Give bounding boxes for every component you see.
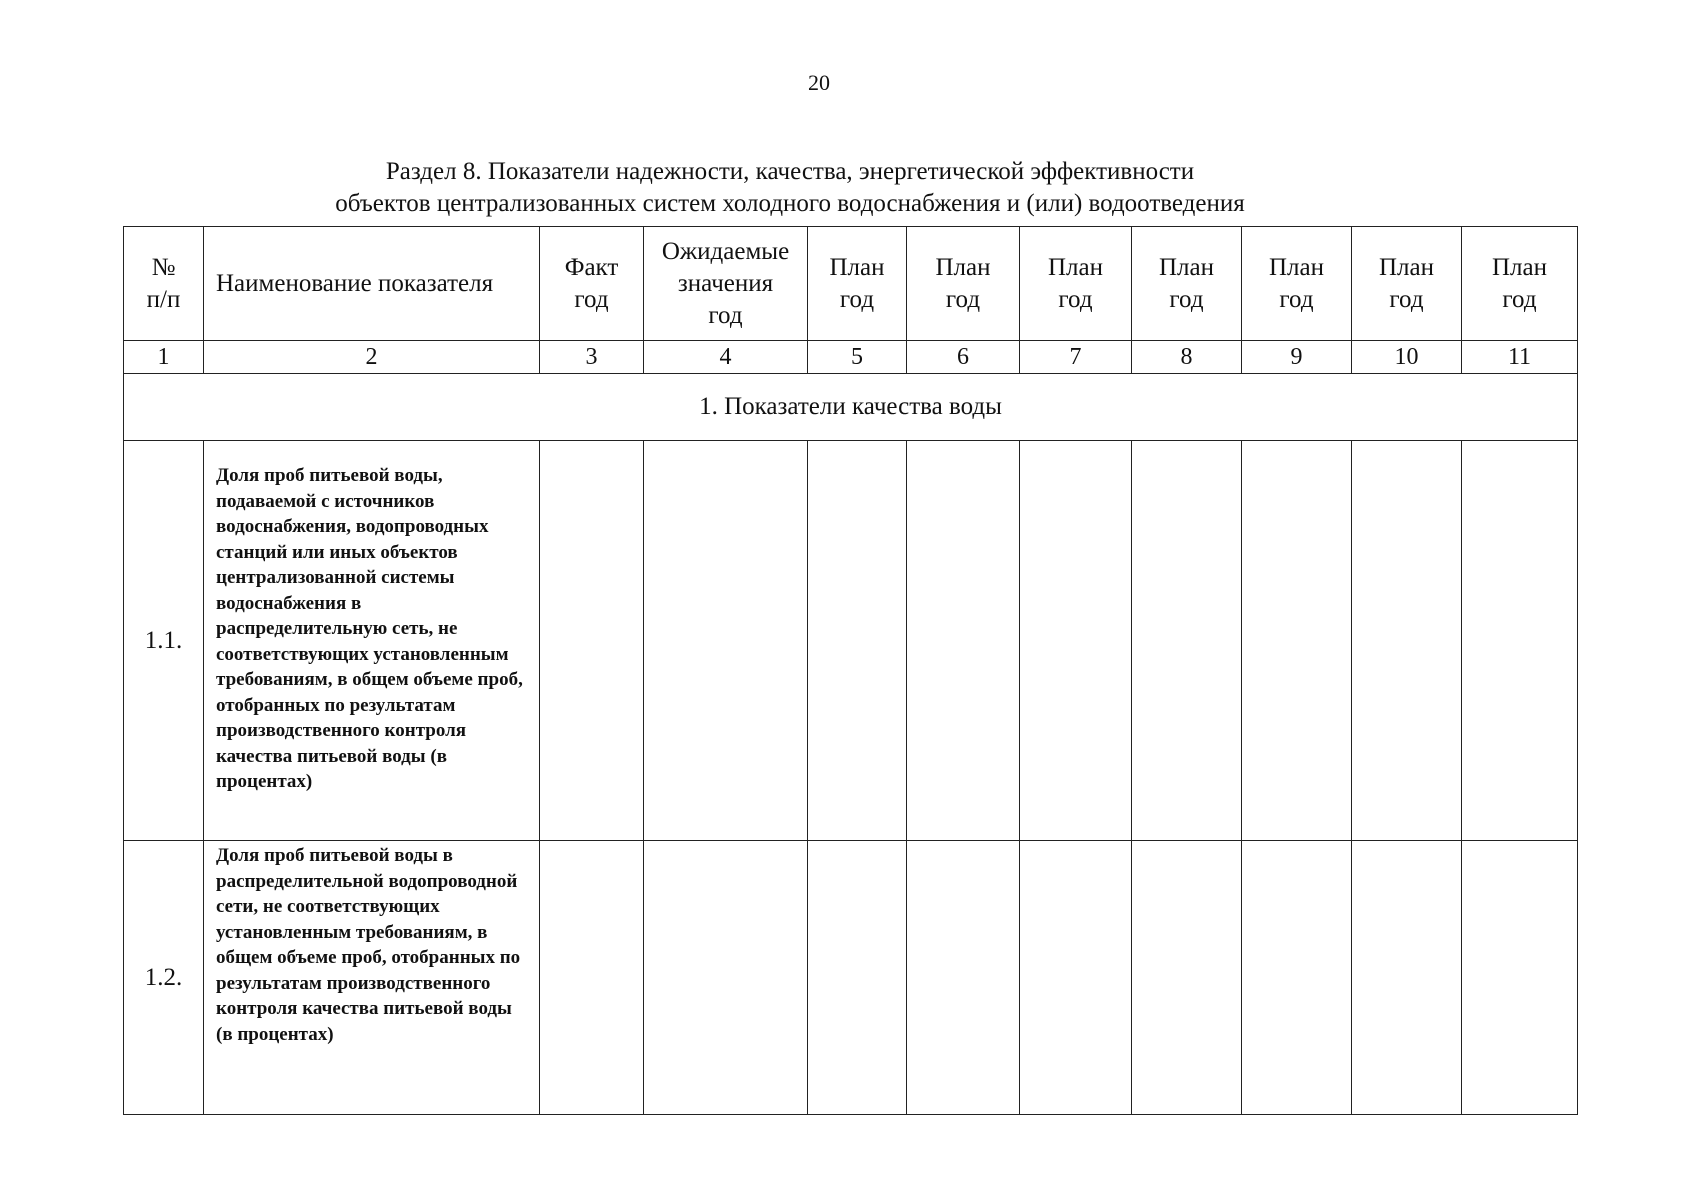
header-text: год xyxy=(1502,285,1537,313)
header-text: План xyxy=(1491,253,1547,281)
section-heading: 1. Показатели качества воды xyxy=(124,374,1578,441)
header-text: Факт xyxy=(564,253,619,281)
header-text: год xyxy=(1058,285,1093,313)
section-title xyxy=(0,156,1580,220)
header-text: год xyxy=(1389,285,1424,313)
indicator-name: Доля проб питьевой воды в распределительной водопроводной сети, не соответствующих установленным требованиям, в общем объеме проб, отобранных по результатам производственного контроля качества питьевой воды (в процентах) xyxy=(204,841,540,1115)
table-row xyxy=(124,441,1578,841)
header-cell-plan xyxy=(808,227,907,341)
value-cell xyxy=(1352,841,1462,1115)
header-text: значения xyxy=(677,269,774,297)
value-cell xyxy=(540,441,644,841)
header-cell-number xyxy=(124,227,204,341)
value-cell xyxy=(644,441,808,841)
column-number: 9 xyxy=(1242,341,1352,374)
indicator-name: Доля проб питьевой воды, подаваемой с источников водоснабжения, водопроводных станций или иных объектов централизованной системы водоснабжения в распределительную сеть, не соответствующих установленным требованиям, в общем объеме проб, отобранных по результатам производственного контроля качества питьевой воды (в процентах) xyxy=(204,441,540,841)
value-cell xyxy=(1242,841,1352,1115)
value-cell xyxy=(907,441,1020,841)
header-text: год xyxy=(708,301,743,329)
column-number: 5 xyxy=(808,341,907,374)
header-cell-plan xyxy=(1020,227,1132,341)
value-cell xyxy=(1462,841,1578,1115)
header-text: год xyxy=(1279,285,1314,313)
section-row xyxy=(124,374,1578,441)
header-cell-expected xyxy=(644,227,808,341)
column-number: 10 xyxy=(1352,341,1462,374)
column-number: 11 xyxy=(1462,341,1578,374)
value-cell xyxy=(540,841,644,1115)
value-cell xyxy=(1462,441,1578,841)
value-cell xyxy=(1132,441,1242,841)
header-text: год xyxy=(574,285,609,313)
value-cell xyxy=(1132,841,1242,1115)
row-number: 1.2. xyxy=(124,841,204,1115)
header-cell-plan xyxy=(1242,227,1352,341)
column-number: 4 xyxy=(644,341,808,374)
page-number: 20 xyxy=(808,70,830,95)
value-cell xyxy=(808,841,907,1115)
value-cell xyxy=(907,841,1020,1115)
header-text: План xyxy=(1378,253,1434,281)
header-cell-name xyxy=(204,227,540,341)
header-text: Ожидаемые xyxy=(661,237,790,265)
value-cell xyxy=(808,441,907,841)
header-text: План xyxy=(935,253,991,281)
section-title-line-2: объектов централизованных систем холодного водоснабжения и (или) водоотведения xyxy=(335,190,1245,217)
header-cell-plan xyxy=(1462,227,1578,341)
column-number-row xyxy=(124,341,1578,374)
header-text: Наименование показателя xyxy=(216,269,494,297)
table-row xyxy=(124,841,1578,1115)
header-text: год xyxy=(839,285,875,313)
row-number: 1.1. xyxy=(124,441,204,841)
value-cell xyxy=(1352,441,1462,841)
value-cell xyxy=(1020,841,1132,1115)
header-cell-plan xyxy=(1132,227,1242,341)
column-number: 1 xyxy=(124,341,204,374)
column-number: 3 xyxy=(540,341,644,374)
value-cell xyxy=(1020,441,1132,841)
header-text: План xyxy=(1158,253,1214,281)
value-cell xyxy=(1242,441,1352,841)
header-cell-plan xyxy=(907,227,1020,341)
column-number: 8 xyxy=(1132,341,1242,374)
header-row xyxy=(124,227,1578,341)
header-cell-plan xyxy=(1352,227,1462,341)
column-number: 2 xyxy=(204,341,540,374)
section-title-line-1: Раздел 8. Показатели надежности, качества, энергетической эффективности xyxy=(385,158,1195,185)
column-number: 7 xyxy=(1020,341,1132,374)
header-text: п/п xyxy=(146,285,181,313)
value-cell xyxy=(644,841,808,1115)
column-number: 6 xyxy=(907,341,1020,374)
header-cell-fact xyxy=(540,227,644,341)
header-text: План xyxy=(1268,253,1324,281)
header-text: План xyxy=(829,253,885,281)
header-text: год xyxy=(1169,285,1204,313)
header-text: год xyxy=(945,285,981,313)
indicators-table xyxy=(123,226,1578,1115)
header-text: № xyxy=(151,253,176,281)
header-text: План xyxy=(1047,253,1103,281)
